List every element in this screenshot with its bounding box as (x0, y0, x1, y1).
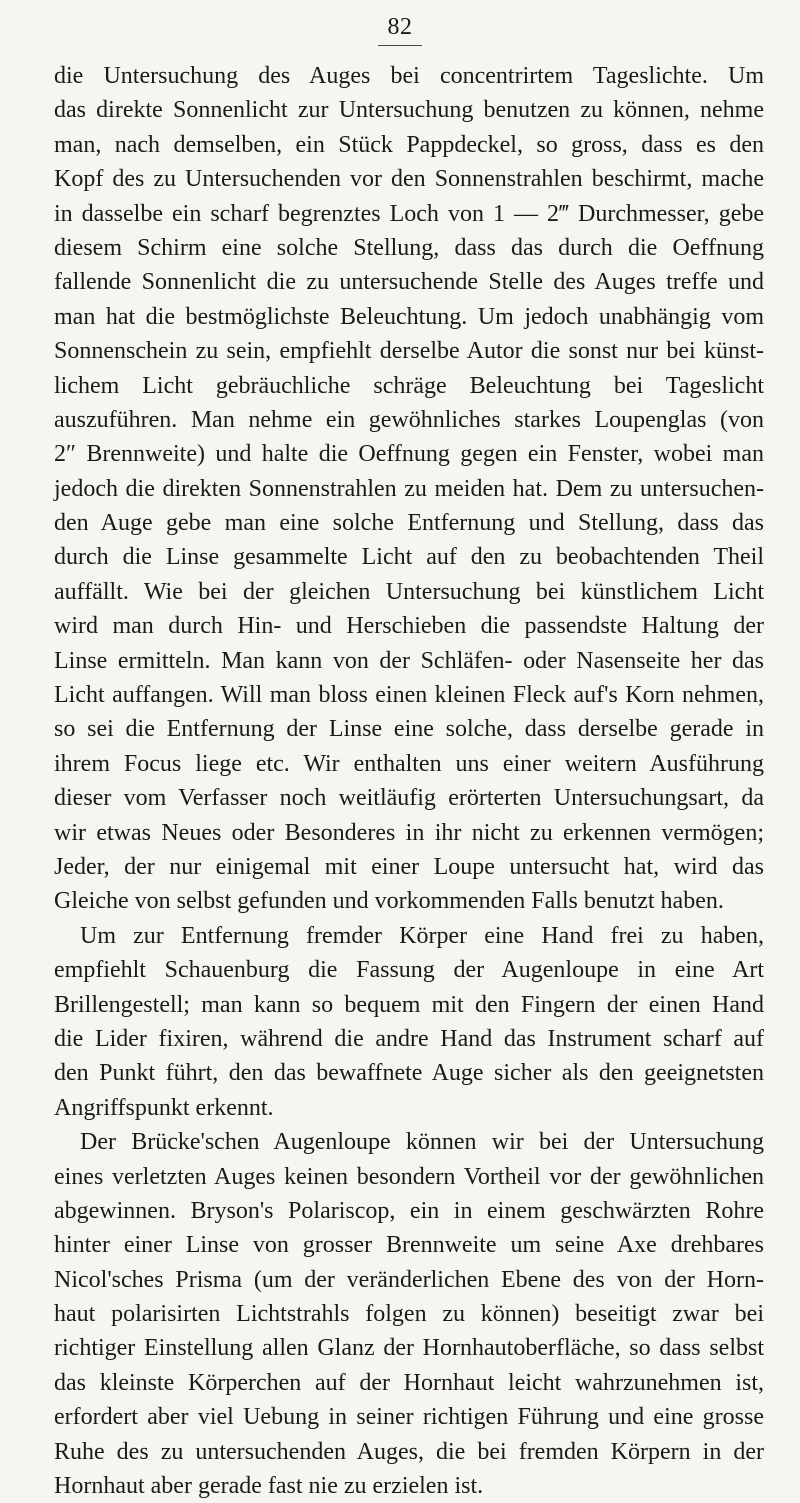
body-text (54, 59, 764, 1503)
text-line: jedoch die direkten Sonnenstrahlen zu meiden hat. Dem zu untersuchen- (54, 475, 764, 502)
text-line: in dasselbe ein scharf begrenztes Loch von 1 — 2‴ Durchmesser, gebe (54, 200, 764, 227)
paragraph (54, 919, 764, 1125)
text-line: das kleinste Körperchen auf der Hornhaut leicht wahrzunehmen ist, (54, 1369, 764, 1396)
text-line: man hat die bestmöglichste Beleuchtung. Um jedoch unabhängig vom (54, 303, 764, 330)
text-line: Hornhaut aber gerade fast nie zu erzielen ist. (54, 1473, 484, 1500)
text-line: 2″ Brennweite) und halte die Oeffnung gegen ein Fenster, wobei man (54, 441, 764, 468)
text-line: fallende Sonnenlicht die zu untersuchende Stelle des Auges treffe und (54, 269, 764, 296)
text-line: man, nach demselben, ein Stück Pappdeckel, so gross, dass es den (54, 131, 764, 158)
text-line: auffällt. Wie bei der gleichen Untersuchung bei künstlichem Licht (54, 578, 764, 605)
text-line: Sonnenschein zu sein, empfiehlt derselbe Autor die sonst nur bei künst- (54, 338, 764, 365)
text-line: wird man durch Hin- und Herschieben die passendste Haltung der (54, 613, 764, 640)
text-line: den Punkt führt, den das bewaffnete Auge sicher als den geeignetsten (54, 1060, 764, 1087)
page-number: 82 (387, 14, 413, 40)
text-line: Gleiche von selbst gefunden und vorkommenden Falls benutzt haben. (54, 888, 724, 915)
text-line: Der Brücke'schen Augenloupe können wir bei der Untersuchung (80, 1129, 764, 1156)
text-line: empfiehlt Schauenburg die Fassung der Augenloupe in eine Art (54, 957, 764, 984)
text-line: erfordert aber viel Uebung in seiner richtigen Führung und eine grosse (54, 1404, 764, 1431)
text-line: haut polarisirten Lichtstrahls folgen zu können) beseitigt zwar bei (54, 1301, 764, 1328)
text-line: Um zur Entfernung fremder Körper eine Hand frei zu haben, (80, 922, 764, 949)
text-line: Angriffspunkt erkennt. (54, 1094, 274, 1121)
text-line: so sei die Entfernung der Linse eine solche, dass derselbe gerade in (54, 716, 764, 743)
text-line: die Untersuchung des Auges bei concentrirtem Tageslichte. Um (54, 63, 764, 89)
text-line: ihrem Focus liege etc. Wir enthalten uns einer weitern Ausführung (54, 750, 764, 777)
text-line: durch die Linse gesammelte Licht auf den zu beobachtenden Theil (54, 544, 764, 571)
text-line: lichem Licht gebräuchliche schräge Beleuchtung bei Tageslicht (54, 372, 764, 399)
text-line: Licht auffangen. Will man bloss einen kleinen Fleck auf's Korn nehmen, (54, 682, 764, 709)
text-line: Brillengestell; man kann so bequem mit den Fingern der einen Hand (54, 991, 764, 1018)
text-line: auszuführen. Man nehme ein gewöhnliches starkes Loupenglas (von (54, 406, 764, 433)
text-line: dieser vom Verfasser noch weitläufig erörterten Untersuchungsart, da (54, 785, 764, 812)
text-line: die Lider fixiren, während die andre Hand das Instrument scharf auf (54, 1025, 764, 1052)
paragraph (54, 1125, 764, 1503)
text-line: wir etwas Neues oder Besonderes in ihr nicht zu erkennen vermögen; (54, 819, 764, 846)
text-line: hinter einer Linse von grosser Brennweite um seine Axe drehbares (54, 1232, 764, 1259)
text-line: Nicol'sches Prisma (um der veränderlichen Ebene des von der Horn- (54, 1266, 764, 1293)
text-line: eines verletzten Auges keinen besondern Vortheil vor der gewöhnlichen (54, 1163, 764, 1190)
page-number-underline (378, 45, 422, 46)
text-line: den Auge gebe man eine solche Entfernung und Stellung, dass das (54, 510, 764, 537)
text-line: Jeder, der nur einigemal mit einer Loupe untersucht hat, wird das (54, 853, 764, 880)
text-line: abgewinnen. Bryson's Polariscop, ein in einem geschwärzten Rohre (54, 1197, 764, 1224)
text-line: Kopf des zu Untersuchenden vor den Sonnenstrahlen beschirmt, mache (54, 166, 764, 193)
paragraph (54, 59, 764, 919)
text-line: Linse ermitteln. Man kann von der Schläfen- oder Nasenseite her das (54, 647, 764, 674)
text-line: richtiger Einstellung allen Glanz der Hornhautoberfläche, so dass selbst (54, 1335, 764, 1362)
text-line: diesem Schirm eine solche Stellung, dass das durch die Oeffnung (54, 234, 764, 261)
text-line: Ruhe des zu untersuchenden Auges, die bei fremden Körpern in der (54, 1438, 764, 1465)
text-line: das direkte Sonnenlicht zur Untersuchung benutzen zu können, nehme (54, 97, 764, 124)
